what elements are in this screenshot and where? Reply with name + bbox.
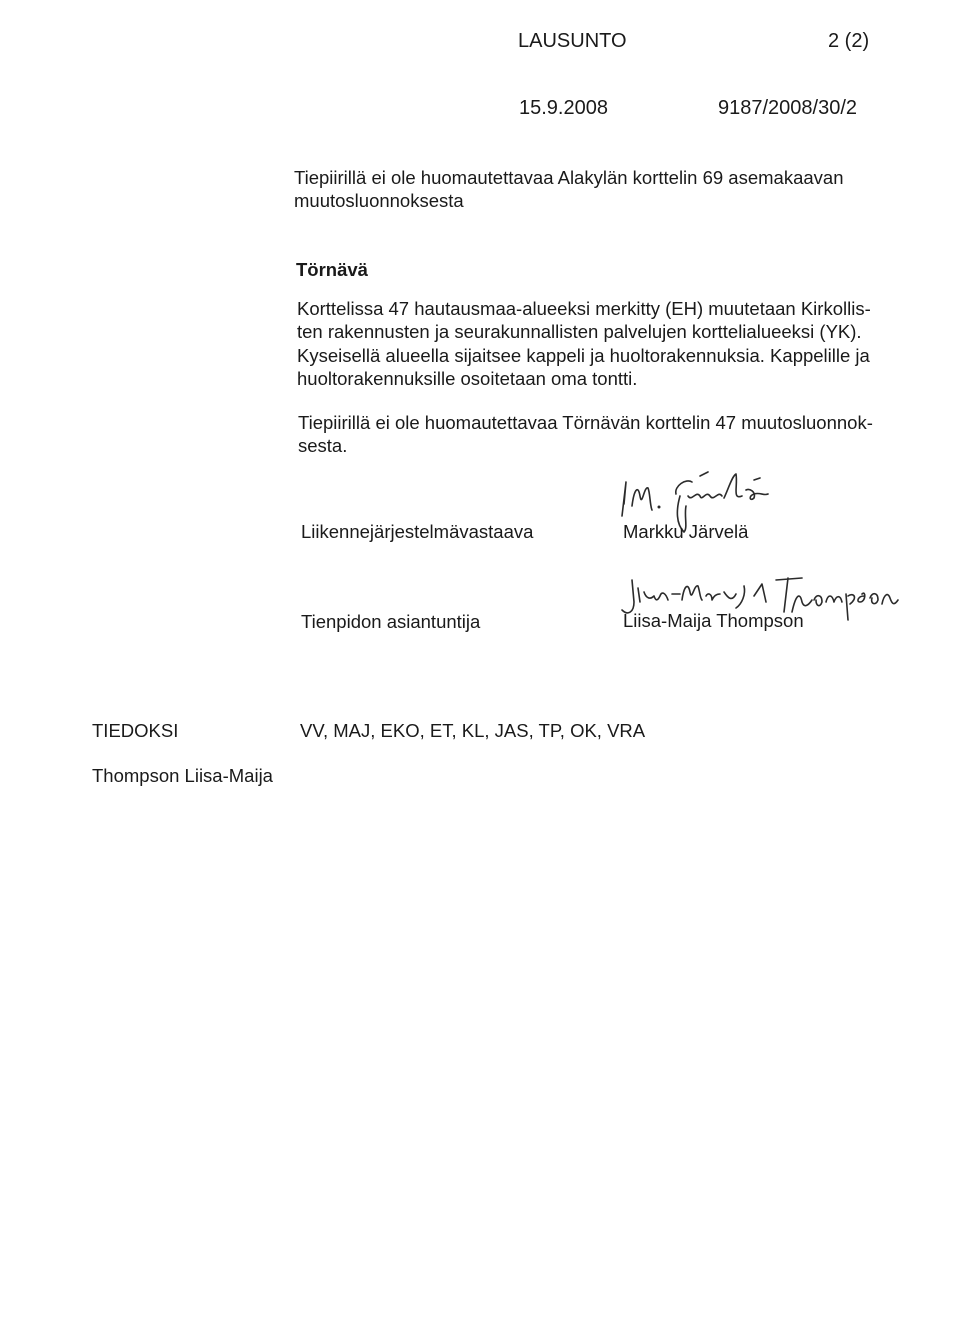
distribution-label: TIEDOKSI xyxy=(92,720,179,741)
tornava-statement-line-1: Tiepiirillä ei ole huomautettavaa Törnävän korttelin 47 muutosluonnok- xyxy=(298,412,873,433)
signatory-name-1: Markku Järvelä xyxy=(623,521,749,542)
tornava-paragraph-line-4: huoltorakennuksille osoitetaan oma tontti. xyxy=(297,368,638,389)
section-heading-tornava: Törnävä xyxy=(296,259,368,280)
tornava-paragraph-line-2: ten rakennusten ja seurakunnallisten palvelujen korttelialueeksi (YK). xyxy=(297,321,862,342)
distribution-person: Thompson Liisa-Maija xyxy=(92,765,273,786)
tornava-paragraph-line-3: Kyseisellä alueella sijaitsee kappeli ja huoltorakennuksia. Kappelille ja xyxy=(297,345,870,366)
reference-number: 9187/2008/30/2 xyxy=(718,97,858,119)
tornava-paragraph-line-1: Korttelissa 47 hautausmaa-alueeksi merkitty (EH) muutetaan Kirkollis- xyxy=(297,298,871,319)
tornava-statement-line-2: sesta. xyxy=(298,435,348,456)
signatory-role-2: Tienpidon asiantuntija xyxy=(301,611,481,632)
signatory-name-2: Liisa-Maija Thompson xyxy=(623,610,804,631)
page-number: 2 (2) xyxy=(828,30,870,52)
alakyla-statement-line-1: Tiepiirillä ei ole huomautettavaa Alakylän korttelin 69 asemakaavan xyxy=(294,167,844,188)
document-date: 15.9.2008 xyxy=(519,97,608,119)
signatory-role-1: Liikennejärjestelmävastaava xyxy=(301,521,534,542)
alakyla-statement-line-2: muutosluonnoksesta xyxy=(294,190,464,211)
distribution-recipients: VV, MAJ, EKO, ET, KL, JAS, TP, OK, VRA xyxy=(300,720,646,741)
document-type: LAUSUNTO xyxy=(518,30,627,52)
